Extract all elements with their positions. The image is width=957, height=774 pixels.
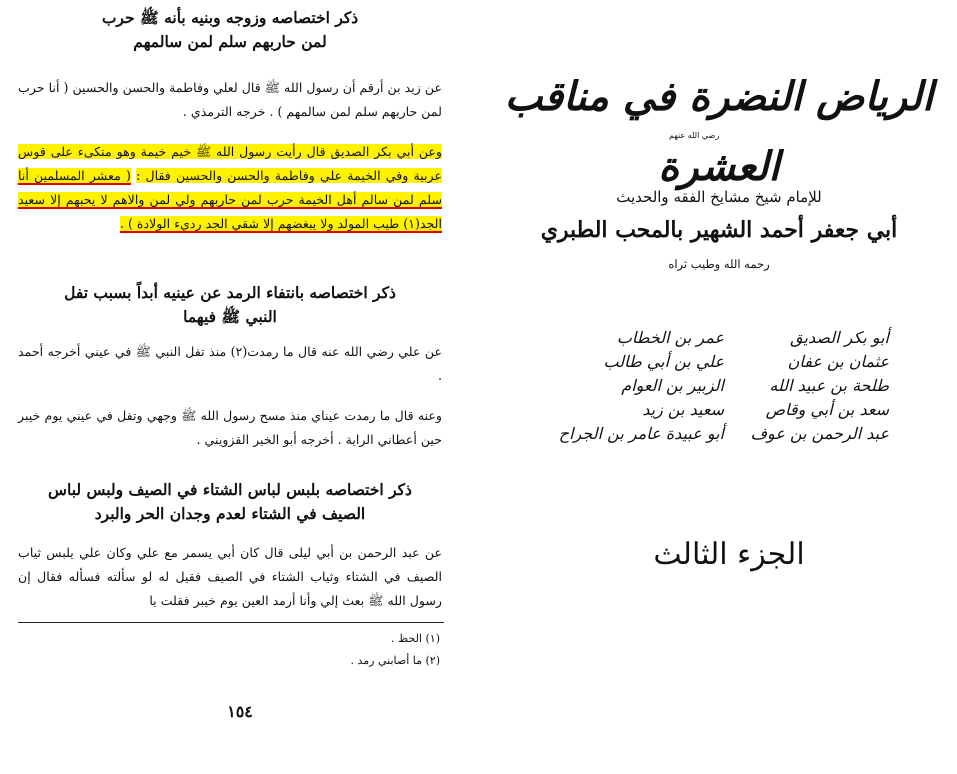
volume-label: الجزء الثالث [653, 537, 805, 572]
highlighted-text-part1: وعن أبي بكر الصديق قال رأيت رسول الله ﷺ خيم خيمة وهو متكىء على قوس عربية وفي الخيمة علي وفاطمة والحسن والحسين فقال : [18, 144, 442, 183]
underlined-highlighted-text: ( معشر المسلمين أنا سلم لمن سالم أهل الخيمة حرب لمن حاربهم ولي لمن والاهم لا يحبهم إلا سعيد الجد(١) طيب المولد ولا يبغضهم إلا شقي الجد رديء الولادة ) . [18, 168, 442, 231]
author-name: أبي جعفر أحمد الشهير بالمحب الطبري [540, 217, 898, 243]
section1-paragraph1: عن زيد بن أرقم أن رسول الله ﷺ قال لعلي وفاطمة والحسن والحسين ( أنا حرب لمن حاربهم سلم لمن سالمهم ) . خرجه الترمذي . [18, 80, 442, 119]
section2-heading-line1: ذكر اختصاصه بانتفاء الرمد عن عينيه أبداً بسبب تفل [64, 283, 396, 302]
section2-paragraph1: عن علي رضي الله عنه قال ما رمدت(٢) منذ تفل النبي ﷺ في عيني أخرجه أحمد . [18, 344, 442, 383]
companion-name: أبو بكر الصديق [790, 328, 889, 347]
section1-heading-line2: لمن حاربهم سلم لمن سالمهم [133, 32, 327, 51]
section3-heading [20, 478, 440, 526]
companion-name: طلحة بن عبيد الله [769, 376, 889, 395]
footnote-1: (١) الحظ . [391, 632, 440, 645]
footnote-2: (٢) ما أصابني رمد . [350, 654, 440, 667]
left-book-page [0, 0, 478, 774]
section2-heading-line2: النبي ﷺ فيهما [183, 307, 277, 326]
section2-paragraph2: وعنه قال ما رمدت عيناي منذ مسح رسول الله ﷺ وجهي وتفل في عيني يوم خيبر حين أعطاني الراية . أخرجه أبو الخير القزويني . [18, 408, 442, 447]
section1-heading-line1: ذكر اختصاصه وزوجه وبنيه بأنه ﷺ حرب [101, 8, 359, 27]
right-title-page [479, 0, 957, 774]
section3-heading-line1: ذكر اختصاصه بلبس لباس الشتاء في الصيف ولبس لباس [48, 480, 412, 499]
title-honorific: رضي الله عنهم [669, 131, 720, 140]
section2-heading [20, 281, 440, 329]
companion-name: الزبير بن العوام [621, 376, 724, 395]
companion-name: عمر بن الخطاب [616, 328, 724, 347]
highlighted-hadith [18, 140, 442, 236]
companion-name: عثمان بن عفان [787, 352, 889, 371]
companions-right-column [739, 326, 889, 446]
section3-heading-line2: الصيف في الشتاء لعدم وجدان الحر والبرد [94, 504, 366, 523]
section1-heading [20, 6, 440, 54]
companion-name: علي بن أبي طالب [603, 352, 724, 371]
footnote-divider [18, 622, 444, 623]
page-number: ١٥٤ [227, 702, 253, 721]
companion-name: سعيد بن زيد [642, 400, 724, 419]
author-intro: للإمام شيخ مشايخ الفقه والحديث [616, 188, 822, 206]
book-title: الرياض النضرة في مناقب العشرة [504, 73, 934, 190]
companion-name: عبد الرحمن بن عوف [750, 424, 889, 443]
companion-name: سعد بن أبي وقاص [765, 400, 889, 419]
companion-name: أبو عبيدة عامر بن الجراح [558, 424, 724, 443]
companions-left-column [558, 326, 724, 446]
author-prayer: رحمه الله وطيب ثراه [668, 257, 770, 271]
section3-paragraph1: عن عبد الرحمن بن أبي ليلى قال كان أبي يسمر مع علي وكان علي يلبس ثياب الصيف في الشتاء وثياب الشتاء في الصيف فقيل له لو سألته فسأله فقال إن رسول الله ﷺ بعث إلي وأنا أرمد العين يوم خيبر فقلت يا [18, 545, 442, 608]
